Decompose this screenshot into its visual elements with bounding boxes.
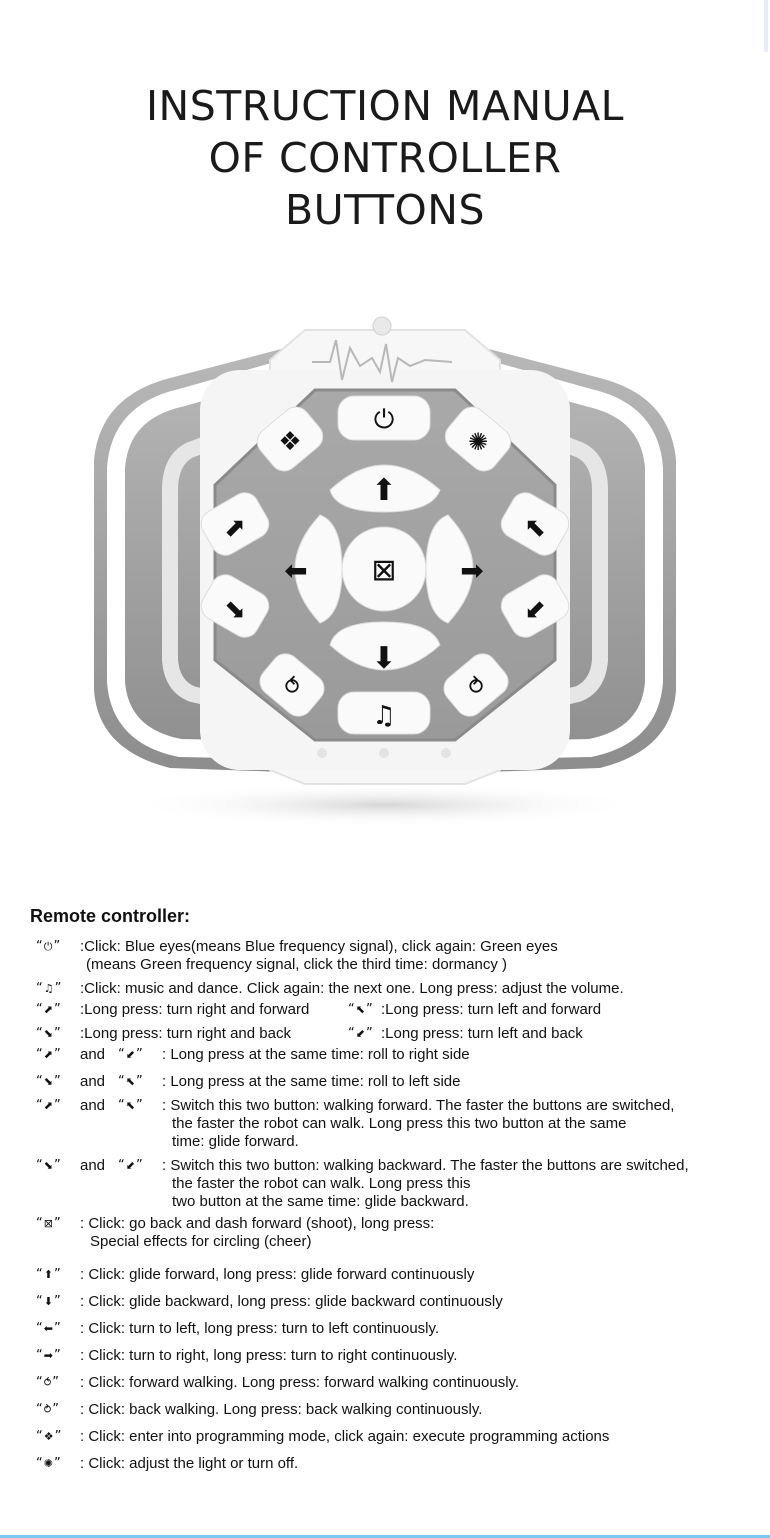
instruction-text: : Click: enter into programming mode, click again: execute programming actions — [80, 1428, 610, 1445]
button-symbol-icon: “⥁” — [36, 1402, 60, 1417]
instruction-text: :Long press: turn left and back — [381, 1025, 583, 1042]
svg-text:⥀: ⥀ — [284, 675, 300, 700]
instruction-text: : Click: adjust the light or turn off. — [80, 1455, 299, 1472]
button-symbol-icon: “⥀” — [36, 1375, 60, 1390]
instruction-text: : Switch this two button: walking backward. The faster the buttons are switched, — [162, 1157, 689, 1174]
button-symbol-icon: “⬈” — [36, 1098, 61, 1113]
button-symbol-icon: “⏻” — [36, 939, 61, 954]
button-symbol-icon: “⬊” — [36, 1158, 61, 1173]
instruction-text: :Click: music and dance. Click again: the next one. Long press: adjust the volume. — [80, 980, 624, 997]
button-symbol-icon: “♫” — [36, 981, 62, 996]
instruction-text: Special effects for circling (cheer) — [90, 1233, 312, 1250]
svg-text:⥁: ⥁ — [468, 675, 484, 700]
button-symbol-icon: “✺” — [36, 1456, 61, 1471]
instruction-text: : Click: glide backward, long press: glide backward continuously — [80, 1293, 503, 1310]
svg-text:➡: ➡ — [460, 554, 484, 587]
button-symbol-icon: “⬊” — [36, 1074, 61, 1089]
button-symbol-icon: “⬋” — [348, 1026, 373, 1041]
svg-text:⬊: ⬊ — [224, 595, 246, 625]
button-symbol-icon: “⬉” — [348, 1002, 373, 1017]
and-label: and — [80, 1157, 106, 1174]
button-symbol-icon: “⬉” — [118, 1098, 143, 1113]
instruction-text: : Click: forward walking. Long press: forward walking continuously. — [80, 1374, 520, 1391]
svg-text:⊠: ⊠ — [371, 553, 397, 588]
instruction-text: :Long press: turn right and forward — [80, 1001, 310, 1018]
button-symbol-icon: “➡” — [36, 1348, 61, 1363]
instruction-text: :Long press: turn right and back — [80, 1025, 291, 1042]
instruction-text: two button at the same time: glide backward. — [172, 1193, 469, 1210]
button-symbol-icon: “⬈” — [36, 1047, 61, 1062]
instruction-text: : Long press at the same time: roll to left side — [162, 1073, 461, 1090]
instruction-text: (means Green frequency signal, click the third time: dormancy ) — [86, 956, 508, 973]
svg-text:⏻: ⏻ — [373, 405, 395, 435]
instruction-text: : Click: go back and dash forward (shoot), long press: — [80, 1215, 435, 1232]
instruction-text: the faster the robot can walk. Long press this two button at the same — [172, 1115, 627, 1132]
svg-text:⬅: ⬅ — [284, 554, 308, 587]
button-symbol-icon: “⬇” — [36, 1294, 61, 1309]
button-symbol-icon: “⬋” — [118, 1158, 143, 1173]
instruction-text: : Long press at the same time: roll to right side — [162, 1046, 470, 1063]
instruction-text: : Click: glide forward, long press: glide forward continuously — [80, 1266, 475, 1283]
instruction-text: : Switch this two button: walking forward. The faster the buttons are switched, — [162, 1097, 675, 1114]
title-line-2: OF CONTROLLER — [208, 134, 562, 182]
and-label: and — [80, 1046, 106, 1063]
button-symbol-icon: “⬆” — [36, 1267, 61, 1282]
button-symbol-icon: “⬋” — [118, 1047, 143, 1062]
svg-text:⬇: ⬇ — [371, 641, 397, 676]
and-label: and — [80, 1097, 106, 1114]
instruction-text: the faster the robot can walk. Long press this — [172, 1175, 471, 1192]
instruction-text: : Click: back walking. Long press: back walking continuously. — [80, 1401, 483, 1418]
svg-text:⬉: ⬉ — [524, 513, 546, 543]
instruction-text: : Click: turn to left, long press: turn to left continuously. — [80, 1320, 440, 1337]
instruction-text: time: glide forward. — [172, 1133, 299, 1150]
instruction-text: :Long press: turn left and forward — [381, 1001, 602, 1018]
button-symbol-icon: “❖” — [36, 1429, 62, 1444]
svg-text:⬋: ⬋ — [524, 595, 546, 625]
svg-text:❖: ❖ — [278, 427, 302, 457]
and-label: and — [80, 1073, 106, 1090]
button-symbol-icon: “⊠” — [36, 1216, 61, 1231]
section-title: Remote controller: — [30, 906, 191, 926]
title-line-3: BUTTONS — [285, 186, 485, 234]
instruction-text: : Click: turn to right, long press: turn to right continuously. — [80, 1347, 458, 1364]
button-symbol-icon: “⬊” — [36, 1026, 61, 1041]
button-symbol-icon: “⬉” — [118, 1074, 143, 1089]
svg-text:⬆: ⬆ — [371, 473, 397, 508]
svg-text:✺: ✺ — [467, 428, 489, 456]
svg-text:♫: ♫ — [372, 701, 396, 731]
title-line-1: INSTRUCTION MANUAL — [145, 82, 625, 130]
instruction-text: :Click: Blue eyes(means Blue frequency signal), click again: Green eyes — [80, 938, 558, 955]
button-symbol-icon: “⬈” — [36, 1002, 61, 1017]
button-symbol-icon: “⬅” — [36, 1321, 61, 1336]
svg-text:⬈: ⬈ — [224, 513, 246, 543]
